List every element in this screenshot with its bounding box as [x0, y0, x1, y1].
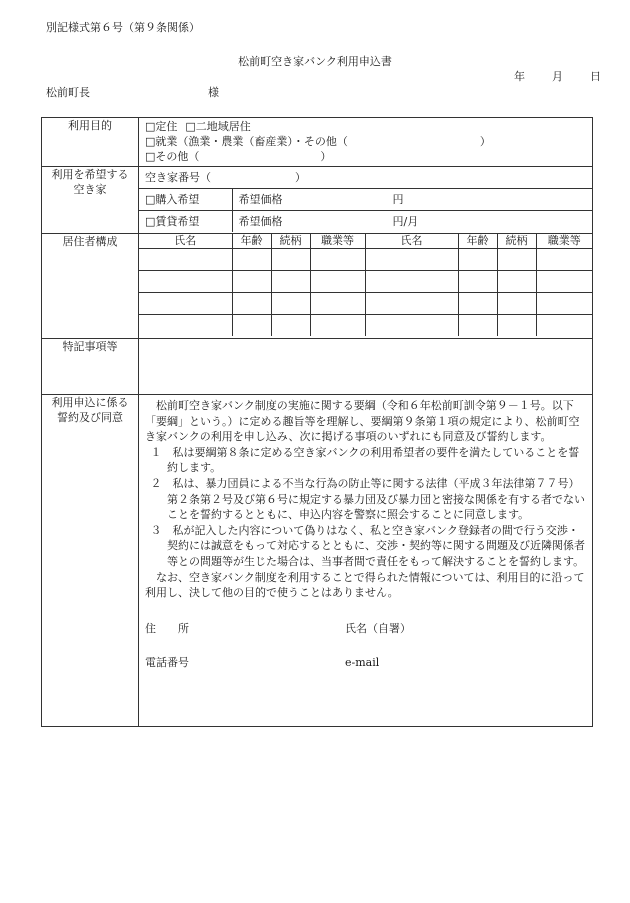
pledge-label-line1: 利用申込に係る — [51, 396, 129, 409]
resident-cell[interactable] — [139, 293, 232, 315]
resident-cell[interactable] — [139, 249, 232, 271]
resident-cell[interactable] — [536, 271, 592, 293]
email-label: e-mail — [345, 655, 380, 669]
resident-cell[interactable] — [458, 249, 497, 271]
pledge-closing: なお、空き家バンク制度を利用することで得られた情報については、利用目的に沿って利用し、決して他の目的で使うことはありません。 — [145, 570, 585, 600]
purpose-row — [42, 118, 593, 167]
house-number-field[interactable] — [139, 167, 592, 189]
resident-cell[interactable] — [271, 249, 310, 271]
house-label-line1: 利用を希望する — [51, 168, 129, 181]
notes-field[interactable] — [139, 339, 593, 395]
resident-cell[interactable] — [232, 271, 271, 293]
header-relation-1: 続柄 — [271, 234, 310, 249]
name-label: 氏名（自署） — [345, 621, 411, 635]
resident-cell[interactable] — [271, 315, 310, 337]
purchase-price-field[interactable] — [232, 189, 592, 211]
house-row — [42, 167, 593, 234]
resident-cell[interactable] — [310, 271, 365, 293]
resident-cell[interactable] — [536, 249, 592, 271]
house-number-close: ） — [295, 171, 306, 184]
header-name-1: 氏名 — [139, 234, 232, 249]
resident-row — [139, 315, 592, 337]
resident-cell[interactable] — [497, 315, 536, 337]
date-month: 月 — [552, 70, 563, 83]
resident-cell[interactable] — [365, 249, 458, 271]
resident-cell[interactable] — [232, 249, 271, 271]
resident-cell[interactable] — [310, 293, 365, 315]
house-number-label: 空き家番号（ — [145, 171, 211, 184]
resident-cell[interactable] — [497, 271, 536, 293]
header-age-2: 年齢 — [458, 234, 497, 249]
rent-price-unit: 円/月 — [392, 215, 419, 228]
checkbox-dual-residence[interactable]: □二地域居住 — [185, 120, 251, 133]
rent-price-field[interactable] — [232, 211, 592, 233]
resident-cell[interactable] — [497, 249, 536, 271]
date-year: 年 — [514, 70, 525, 83]
resident-cell[interactable] — [139, 271, 232, 293]
resident-row — [139, 293, 592, 315]
notes-label: 特記事項等 — [42, 339, 139, 395]
resident-cell[interactable] — [497, 293, 536, 315]
checkbox-employment[interactable]: □就業（漁業・農業（畜産業）・その他（ ） — [145, 135, 491, 148]
resident-cell[interactable] — [536, 315, 592, 337]
house-detail — [139, 167, 593, 234]
resident-row — [139, 271, 592, 293]
resident-cell[interactable] — [458, 271, 497, 293]
purpose-label: 利用目的 — [42, 118, 139, 167]
addressee: 松前町長 — [46, 86, 90, 99]
form-number: 別記様式第６号（第９条関係） — [46, 21, 200, 34]
purchase-price-label: 希望価格 — [238, 193, 283, 206]
pledge-label-line2: 誓約及び同意 — [57, 411, 123, 424]
address-label: 住 所 — [145, 621, 189, 635]
house-inner-table — [139, 167, 592, 232]
header-relation-2: 続柄 — [497, 234, 536, 249]
header-occupation-1: 職業等 — [310, 234, 365, 249]
resident-cell[interactable] — [365, 293, 458, 315]
residents-label: 居住者構成 — [42, 234, 139, 339]
resident-row — [139, 249, 592, 271]
header-age-1: 年齢 — [232, 234, 271, 249]
checkbox-settle[interactable]: □定住 — [145, 120, 178, 133]
resident-cell[interactable] — [458, 293, 497, 315]
resident-cell[interactable] — [232, 293, 271, 315]
checkbox-purchase[interactable]: □購入希望 — [139, 189, 232, 211]
purchase-price-unit: 円 — [392, 193, 404, 206]
resident-cell[interactable] — [365, 271, 458, 293]
resident-cell[interactable] — [365, 315, 458, 337]
house-label — [42, 167, 139, 234]
checkbox-other[interactable]: □その他（ ） — [145, 150, 332, 163]
rent-price-label: 希望価格 — [238, 215, 283, 228]
pledge-item-1: １ 私は要綱第８条に定める空き家バンクの利用希望者の要件を満たしていることを誓約します。 — [150, 445, 580, 475]
date-day: 日 — [590, 70, 601, 83]
header-occupation-2: 職業等 — [536, 234, 592, 249]
addressee-honorific: 様 — [208, 86, 219, 99]
pledge-item-3: ３ 私が記入した内容について偽りはなく、私と空き家バンク登録者の間で行う交渉・契約には誠意をもって対応するとともに、交渉・契約等に関する問題及び近隣関係者等との問題等が生じた場合は、当事者間で責任をもって解決することを誓約します。 — [150, 523, 585, 568]
resident-cell[interactable] — [536, 293, 592, 315]
resident-cell[interactable] — [310, 315, 365, 337]
pledge-content — [139, 395, 593, 727]
notes-row — [42, 339, 593, 395]
residents-row — [42, 234, 593, 339]
resident-cell[interactable] — [271, 271, 310, 293]
residents-table-cell — [139, 234, 593, 339]
signature-block — [145, 621, 588, 681]
pledge-row — [42, 395, 593, 727]
application-form-table — [41, 117, 593, 727]
residents-header-row — [139, 234, 592, 249]
header-name-2: 氏名 — [365, 234, 458, 249]
resident-cell[interactable] — [458, 315, 497, 337]
checkbox-rent[interactable]: □賃貸希望 — [139, 211, 232, 233]
resident-cell[interactable] — [139, 315, 232, 337]
purpose-options — [139, 118, 593, 167]
resident-cell[interactable] — [271, 293, 310, 315]
phone-label: 電話番号 — [145, 655, 189, 669]
house-label-line2: 空き家 — [73, 183, 107, 196]
pledge-intro: 松前町空き家バンク制度の実施に関する要綱（令和６年松前町訓令第９－１号。以下「要綱」という。）に定める趣旨等を理解し、要綱第９条第１項の規定により、松前町空き家バンクの利用を申し込み、次に掲げる事項のいずれにも同意及び誓約します。 — [145, 399, 580, 444]
pledge-label — [42, 395, 139, 727]
document-title: 松前町空き家バンク利用申込書 — [238, 55, 392, 68]
resident-cell[interactable] — [310, 249, 365, 271]
pledge-item-2: ２ 私は、暴力団員による不当な行為の防止等に関する法律（平成３年法律第７７号）第２条第２号及び第６号に規定する暴力団及び暴力団と密接な関係を有する者でないことを誓約するとともに、申込内容を警察に照会することに同意します。 — [150, 476, 585, 522]
resident-cell[interactable] — [232, 315, 271, 337]
residents-table — [139, 234, 592, 336]
